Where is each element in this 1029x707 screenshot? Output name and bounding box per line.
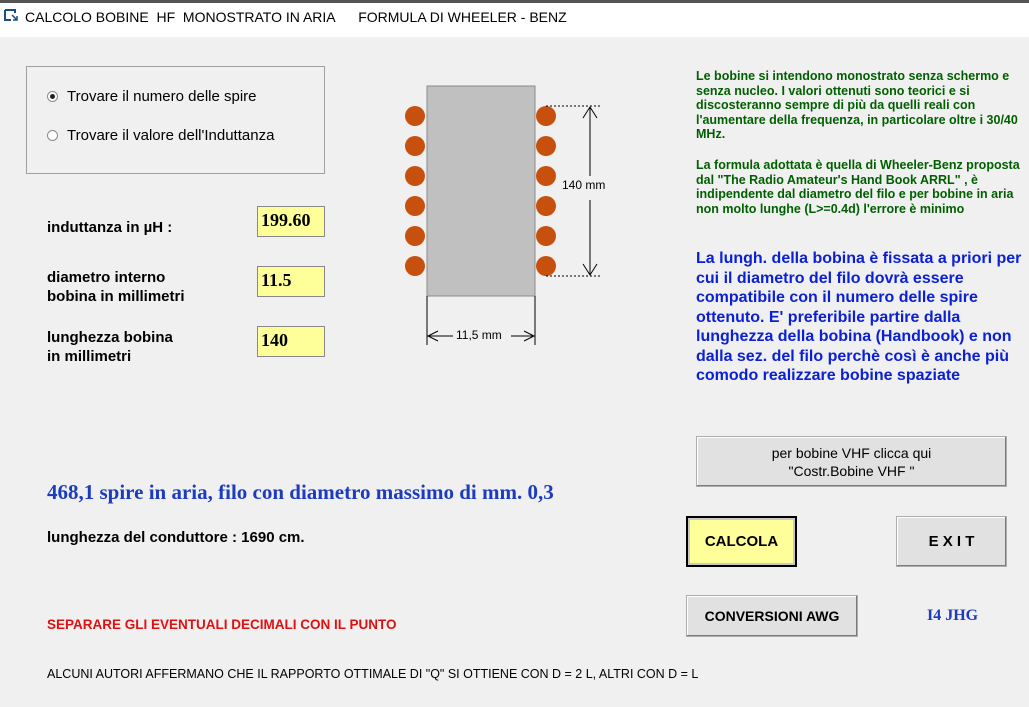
coil-turn: [536, 106, 556, 126]
exit-button[interactable]: [896, 516, 1007, 567]
coil-turn: [536, 166, 556, 186]
coil-turn: [536, 196, 556, 216]
coil-diagram: [395, 80, 625, 350]
coil-turn: [405, 166, 425, 186]
calcola-button[interactable]: [686, 516, 797, 567]
result-conductor-length: lunghezza del conduttore : 1690 cm.: [47, 529, 305, 546]
window-title: CALCOLO BOBINE HF MONOSTRATO IN ARIA FORMULA DI WHEELER - BENZ: [25, 9, 567, 25]
coil-turn: [536, 136, 556, 156]
result-turns: 468,1 spire in aria, filo con diametro massimo di mm. 0,3: [47, 480, 554, 504]
length-label-line2: in millimetri: [47, 348, 132, 365]
coil-core: [427, 86, 535, 296]
coil-turn: [405, 106, 425, 126]
coil-turns-left: [405, 106, 425, 276]
diameter-label-line1: diametro interno: [47, 269, 166, 286]
coil-turn: [405, 226, 425, 246]
length-label-line1: lunghezza bobina: [47, 329, 173, 346]
inductance-field[interactable]: 199.60: [257, 206, 325, 237]
calcola-button-label: CALCOLA: [704, 533, 779, 550]
mode-groupbox: [26, 66, 325, 174]
length-field[interactable]: 140: [257, 326, 325, 357]
coil-turn: [405, 136, 425, 156]
diameter-field[interactable]: 11.5: [257, 266, 325, 297]
coil-turn: [536, 256, 556, 276]
radio-button[interactable]: [47, 130, 58, 141]
awg-conversion-button[interactable]: [686, 595, 858, 637]
diameter-label-line2: bobina in millimetri: [47, 288, 185, 305]
height-dimension-label: 140 mm: [562, 178, 606, 192]
awg-button-label: CONVERSIONI AWG: [704, 608, 840, 624]
radio-find-turns[interactable]: [47, 88, 257, 105]
radio-label-inductance: Trovare il valore dell'Induttanza: [67, 127, 275, 144]
coil-turn: [405, 256, 425, 276]
width-dimension-label: 11,5 mm: [456, 328, 502, 342]
app-icon: [4, 9, 18, 21]
exit-button-label: E X I T: [928, 533, 975, 550]
vhf-button-line2: "Costr.Bobine VHF ": [788, 462, 915, 479]
radio-find-inductance[interactable]: [47, 127, 274, 144]
vhf-coil-button[interactable]: [696, 436, 1007, 487]
vhf-button-line1: per bobine VHF clicca qui: [771, 444, 932, 461]
radio-label-turns: Trovare il numero delle spire: [67, 88, 257, 105]
note-length: La lungh. della bobina è fissata a priori per cui il diametro del filo dovrà essere compatibile con il numero delle spire ottenuto. E' preferibile partire dalla lunghezza della bobina (Handbook) e non dalla sez. del filo perchè così è anche più comodo realizzare bobine spaziate: [696, 250, 1022, 384]
note-formula: La formula adottata è quella di Wheeler-Benz proposta dal "The Radio Amateur's Hand Book ARRL" , è indipendente dal diametro del filo e per bobine in aria non molto lunghe (L>=0.4d) l'errore è minimo: [696, 158, 1020, 216]
decimal-warning: SEPARARE GLI EVENTUALI DECIMALI CON IL PUNTO: [47, 617, 397, 632]
coil-turn: [405, 196, 425, 216]
q-ratio-note: ALCUNI AUTORI AFFERMANO CHE IL RAPPORTO OTTIMALE DI "Q" SI OTTIENE CON D = 2 L, ALTRI CON D = L: [47, 667, 699, 681]
radio-button-checked[interactable]: [47, 91, 58, 102]
author-callsign: I4 JHG: [927, 607, 979, 624]
coil-turns-right: [536, 106, 556, 276]
inductance-label: induttanza in µH :: [47, 219, 173, 236]
coil-turn: [536, 226, 556, 246]
note-general: Le bobine si intendono monostrato senza schermo e senza nucleo. I valori ottenuti sono teorici e si discosteranno sempre di più da quelli reali con l'aumentare della frequenza, in particolare oltre i 30/40 MHz.: [696, 69, 1018, 141]
